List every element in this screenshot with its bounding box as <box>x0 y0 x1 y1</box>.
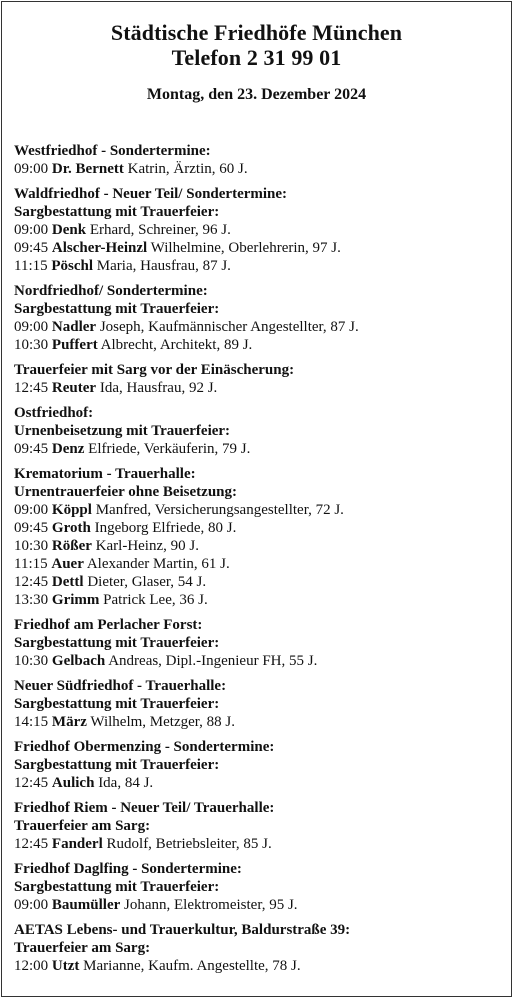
entry-time: 10:30 <box>14 538 49 554</box>
entry-name: Alscher-Heinzl <box>51 240 148 256</box>
section-heading: AETAS Lebens- und Trauerkultur, Baldurstraße 39: <box>14 922 351 938</box>
entry-name: Auer <box>51 556 84 572</box>
cemetery-section <box>14 677 505 731</box>
entry-row <box>14 501 505 519</box>
cemetery-section <box>14 142 505 178</box>
entry-details: Joseph, Kaufmännischer Angestellter, 87 J. <box>99 319 359 335</box>
section-heading: Trauerfeier mit Sarg vor der Einäscherung: <box>14 362 295 378</box>
ceremony-type: Trauerfeier am Sarg: <box>14 818 151 834</box>
entry-time: 11:15 <box>14 556 48 572</box>
entry-time: 10:30 <box>14 653 49 669</box>
cemetery-section <box>14 799 505 853</box>
cemetery-section <box>14 361 505 397</box>
entry-name: Grimm <box>51 592 100 608</box>
entry-time: 09:00 <box>14 222 49 238</box>
entry-time: 11:15 <box>14 258 48 274</box>
entry-details: Rudolf, Betriebsleiter, 85 J. <box>106 836 272 852</box>
entry-row <box>14 537 505 555</box>
title-line-1: Städtische Friedhöfe München <box>110 20 403 45</box>
entry-time: 14:15 <box>14 714 49 730</box>
entry-name: Aulich <box>51 775 95 791</box>
entry-name: März <box>51 714 87 730</box>
entry-time: 09:00 <box>14 161 49 177</box>
entry-row <box>14 379 505 397</box>
entry-details: Ida, 84 J. <box>98 775 154 791</box>
entry-time: 09:45 <box>14 240 49 256</box>
ceremony-type: Sargbestattung mit Trauerfeier: <box>14 204 220 220</box>
cemetery-section <box>14 465 505 609</box>
entry-details: Albrecht, Architekt, 89 J. <box>100 337 253 353</box>
entry-details: Ingeborg Elfriede, 80 J. <box>94 520 237 536</box>
entry-details: Marianne, Kaufm. Angestellte, 78 J. <box>83 958 301 974</box>
section-heading: Friedhof Riem - Neuer Teil/ Trauerhalle: <box>14 800 275 816</box>
ceremony-type: Sargbestattung mit Trauerfeier: <box>14 301 220 317</box>
entry-name: Fanderl <box>51 836 103 852</box>
ceremony-type: Trauerfeier am Sarg: <box>14 940 151 956</box>
section-heading: Ostfriedhof: <box>14 405 94 421</box>
entry-name: Dettl <box>51 574 84 590</box>
cemetery-section <box>14 404 505 458</box>
entry-row <box>14 591 505 609</box>
entry-row <box>14 160 505 178</box>
cemetery-section <box>14 921 505 975</box>
section-heading: Krematorium - Trauerhalle: <box>14 466 196 482</box>
ceremony-type: Sargbestattung mit Trauerfeier: <box>14 635 220 651</box>
entry-row <box>14 257 505 275</box>
entry-details: Johann, Elektromeister, 95 J. <box>124 897 298 913</box>
entry-name: Pöschl <box>51 258 94 274</box>
cemetery-section <box>14 616 505 670</box>
entry-name: Baumüller <box>51 897 121 913</box>
entry-name: Dr. Bernett <box>51 161 124 177</box>
entry-details: Manfred, Versicherungsangestellter, 72 J. <box>95 502 344 518</box>
entry-row <box>14 221 505 239</box>
entry-details: Alexander Martin, 61 J. <box>86 556 230 572</box>
entry-name: Puffert <box>51 337 98 353</box>
cemetery-section <box>14 185 505 275</box>
entry-time: 12:45 <box>14 836 49 852</box>
entry-name: Denk <box>51 222 87 238</box>
entry-time: 13:30 <box>14 592 49 608</box>
entry-details: Elfriede, Verkäuferin, 79 J. <box>88 441 251 457</box>
section-heading: Westfriedhof - Sondertermine: <box>14 143 211 159</box>
entry-details: Ida, Hausfrau, 92 J. <box>99 380 218 396</box>
ceremony-type: Sargbestattung mit Trauerfeier: <box>14 696 220 712</box>
section-heading: Friedhof Daglfing - Sondertermine: <box>14 861 242 877</box>
entry-details: Katrin, Ärztin, 60 J. <box>127 161 248 177</box>
cemetery-section <box>14 860 505 914</box>
entry-details: Wilhelm, Metzger, 88 J. <box>90 714 235 730</box>
title-line-2: Telefon 2 31 99 01 <box>171 45 342 70</box>
notice-date: Montag, den 23. Dezember 2024 <box>146 86 367 103</box>
entry-row <box>14 336 505 354</box>
entry-time: 12:45 <box>14 380 49 396</box>
section-heading: Friedhof Obermenzing - Sondertermine: <box>14 739 275 755</box>
entry-time: 12:00 <box>14 958 49 974</box>
entry-details: Patrick Lee, 36 J. <box>103 592 208 608</box>
entry-name: Denz <box>51 441 85 457</box>
entry-time: 10:30 <box>14 337 49 353</box>
entry-name: Gelbach <box>51 653 106 669</box>
entry-details: Dieter, Glaser, 54 J. <box>87 574 207 590</box>
section-heading: Nordfriedhof/ Sondertermine: <box>14 283 208 299</box>
entry-row <box>14 239 505 257</box>
entry-row <box>14 835 505 853</box>
entry-row <box>14 440 505 458</box>
entry-details: Maria, Hausfrau, 87 J. <box>96 258 231 274</box>
entry-row <box>14 652 505 670</box>
entry-details: Erhard, Schreiner, 96 J. <box>89 222 231 238</box>
ceremony-type: Urnentrauerfeier ohne Beisetzung: <box>14 484 238 500</box>
cemetery-section <box>14 282 505 354</box>
entry-name: Reuter <box>51 380 97 396</box>
entry-time: 09:45 <box>14 441 49 457</box>
notice-header <box>2 2 511 105</box>
section-heading: Friedhof am Perlacher Forst: <box>14 617 203 633</box>
ceremony-type: Urnenbeisetzung mit Trauerfeier: <box>14 423 231 439</box>
cemetery-section <box>14 738 505 792</box>
entry-details: Andreas, Dipl.-Ingenieur FH, 55 J. <box>108 653 318 669</box>
entry-name: Utzt <box>51 958 80 974</box>
entry-row <box>14 318 505 336</box>
entry-row <box>14 957 505 975</box>
entry-name: Nadler <box>51 319 97 335</box>
entry-time: 09:00 <box>14 897 49 913</box>
entry-row <box>14 713 505 731</box>
entry-name: Groth <box>51 520 91 536</box>
entry-name: Köppl <box>51 502 92 518</box>
entry-time: 09:00 <box>14 502 49 518</box>
entry-row <box>14 519 505 537</box>
entry-details: Karl-Heinz, 90 J. <box>95 538 199 554</box>
entry-details: Wilhelmine, Oberlehrerin, 97 J. <box>150 240 341 256</box>
cemetery-sections <box>14 142 505 982</box>
entry-time: 12:45 <box>14 574 49 590</box>
entry-time: 12:45 <box>14 775 49 791</box>
entry-time: 09:00 <box>14 319 49 335</box>
entry-row <box>14 774 505 792</box>
section-heading: Neuer Südfriedhof - Trauerhalle: <box>14 678 227 694</box>
ceremony-type: Sargbestattung mit Trauerfeier: <box>14 879 220 895</box>
entry-name: Rößer <box>51 538 92 554</box>
ceremony-type: Sargbestattung mit Trauerfeier: <box>14 757 220 773</box>
section-heading: Waldfriedhof - Neuer Teil/ Sondertermine: <box>14 186 288 202</box>
entry-row <box>14 573 505 591</box>
entry-row <box>14 896 505 914</box>
notice-frame <box>1 1 512 997</box>
entry-row <box>14 555 505 573</box>
entry-time: 09:45 <box>14 520 49 536</box>
